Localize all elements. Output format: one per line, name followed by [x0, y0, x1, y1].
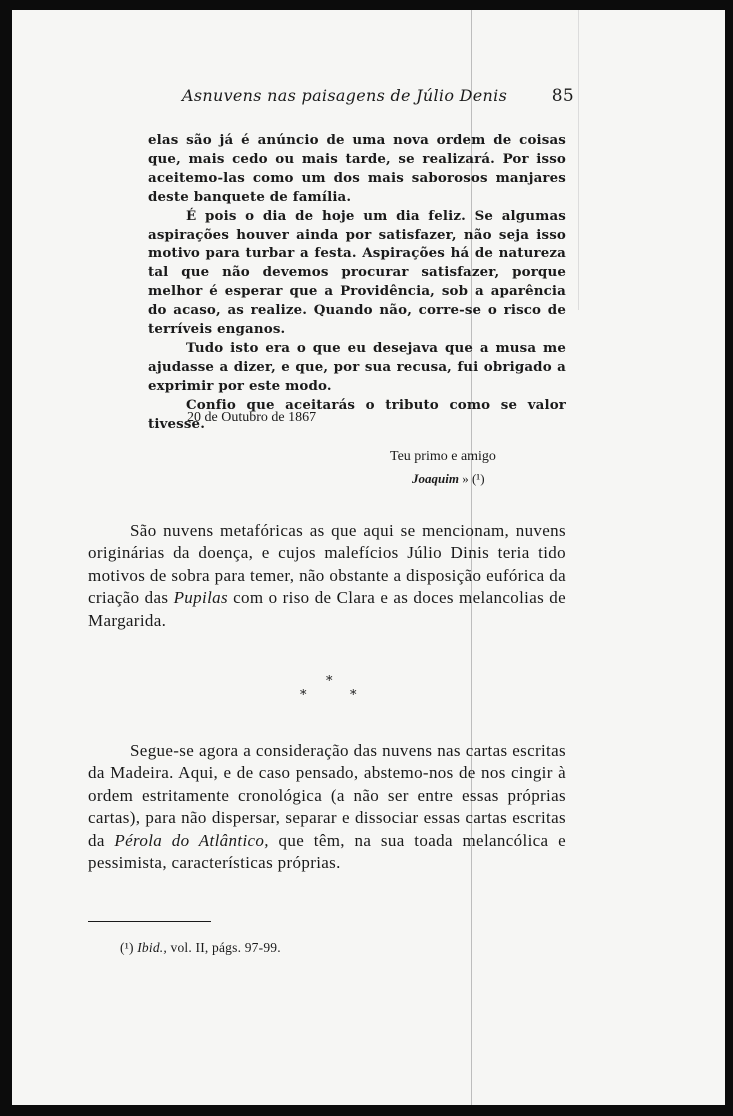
paragraph-text: Segue-se agora a consideração das nuvens nas cartas escritas da Madeira. Aqui, e de caso pensado, abstemo-nos de nos cingir à ordem estritamente cronológica (a não ser entre essas próprias cartas), para não dispersar, separar e dissociar essas cartas escritas da	[88, 741, 566, 850]
book-title: Pérola do Atlântico,	[114, 830, 269, 850]
signature-name: Joaquim	[412, 471, 459, 486]
book-page	[12, 10, 725, 1105]
body-paragraph-1	[88, 520, 566, 632]
letter-paragraph: É pois o dia de hoje um dia feliz. Se algumas aspirações houver ainda por satisfazer, não seja isso motivo para turbar a festa. Aspirações há de natureza tal que não devemos procurar satisfazer, porque melhor é esperar que a Providência, sob a aparência do acaso, as realize. Quando não, corre-se o risco de terríveis enganos.	[148, 207, 566, 338]
paragraph-text: que têm, na sua toada melancólica e pessimista, características próprias.	[88, 830, 566, 873]
footnote-rule	[88, 921, 211, 922]
signature-footnote-mark: » (¹)	[462, 471, 485, 486]
page-number: 85	[551, 86, 574, 106]
footnote-text: vol. II, págs. 97-99.	[166, 940, 281, 955]
book-title: Pupilas	[173, 588, 228, 608]
letter-date: 20 de Outubro de 1867	[187, 410, 317, 425]
letter-paragraph: Tudo isto era o que eu desejava que a musa me ajudasse a dizer, e que, por sua recusa, fui obrigado a exprimir por este modo.	[148, 339, 566, 394]
separator-star: *	[326, 674, 333, 689]
running-header	[182, 86, 574, 105]
letter-paragraph: Confio que aceitarás o tributo como se valor tivesse.	[148, 396, 566, 432]
paragraph-text: São nuvens metafóricas as que aqui se mencionam, nuvens originárias da doença, e cujos malefícios Júlio Dinis teria tido motivos de sobra para temer, não obstante a disposição eufórica da criação das	[88, 521, 566, 608]
paragraph-text: com o riso de Clara e as doces melancolias de Margarida.	[88, 588, 566, 630]
footnote	[120, 940, 281, 956]
running-title: Asnuvens nas paisagens de Júlio Denis	[182, 86, 508, 105]
quoted-letter	[148, 131, 566, 434]
page-fold-line-faint	[578, 10, 579, 310]
separator-star: *	[350, 688, 357, 703]
letter-paragraph: elas são já é anúncio de uma nova ordem de coisas que, mais cedo ou mais tarde, se realizará. Por isso aceitemo-las como um dos mais saborosos manjares deste banquete de família.	[148, 132, 566, 205]
body-paragraph-2	[88, 740, 566, 874]
footnote-marker: (¹)	[120, 940, 134, 955]
letter-signature	[412, 471, 485, 487]
section-separator	[282, 674, 372, 708]
separator-star: *	[300, 688, 307, 703]
letter-closing: Teu primo e amigo	[390, 449, 496, 464]
footnote-ibid: Ibid.,	[137, 940, 167, 955]
